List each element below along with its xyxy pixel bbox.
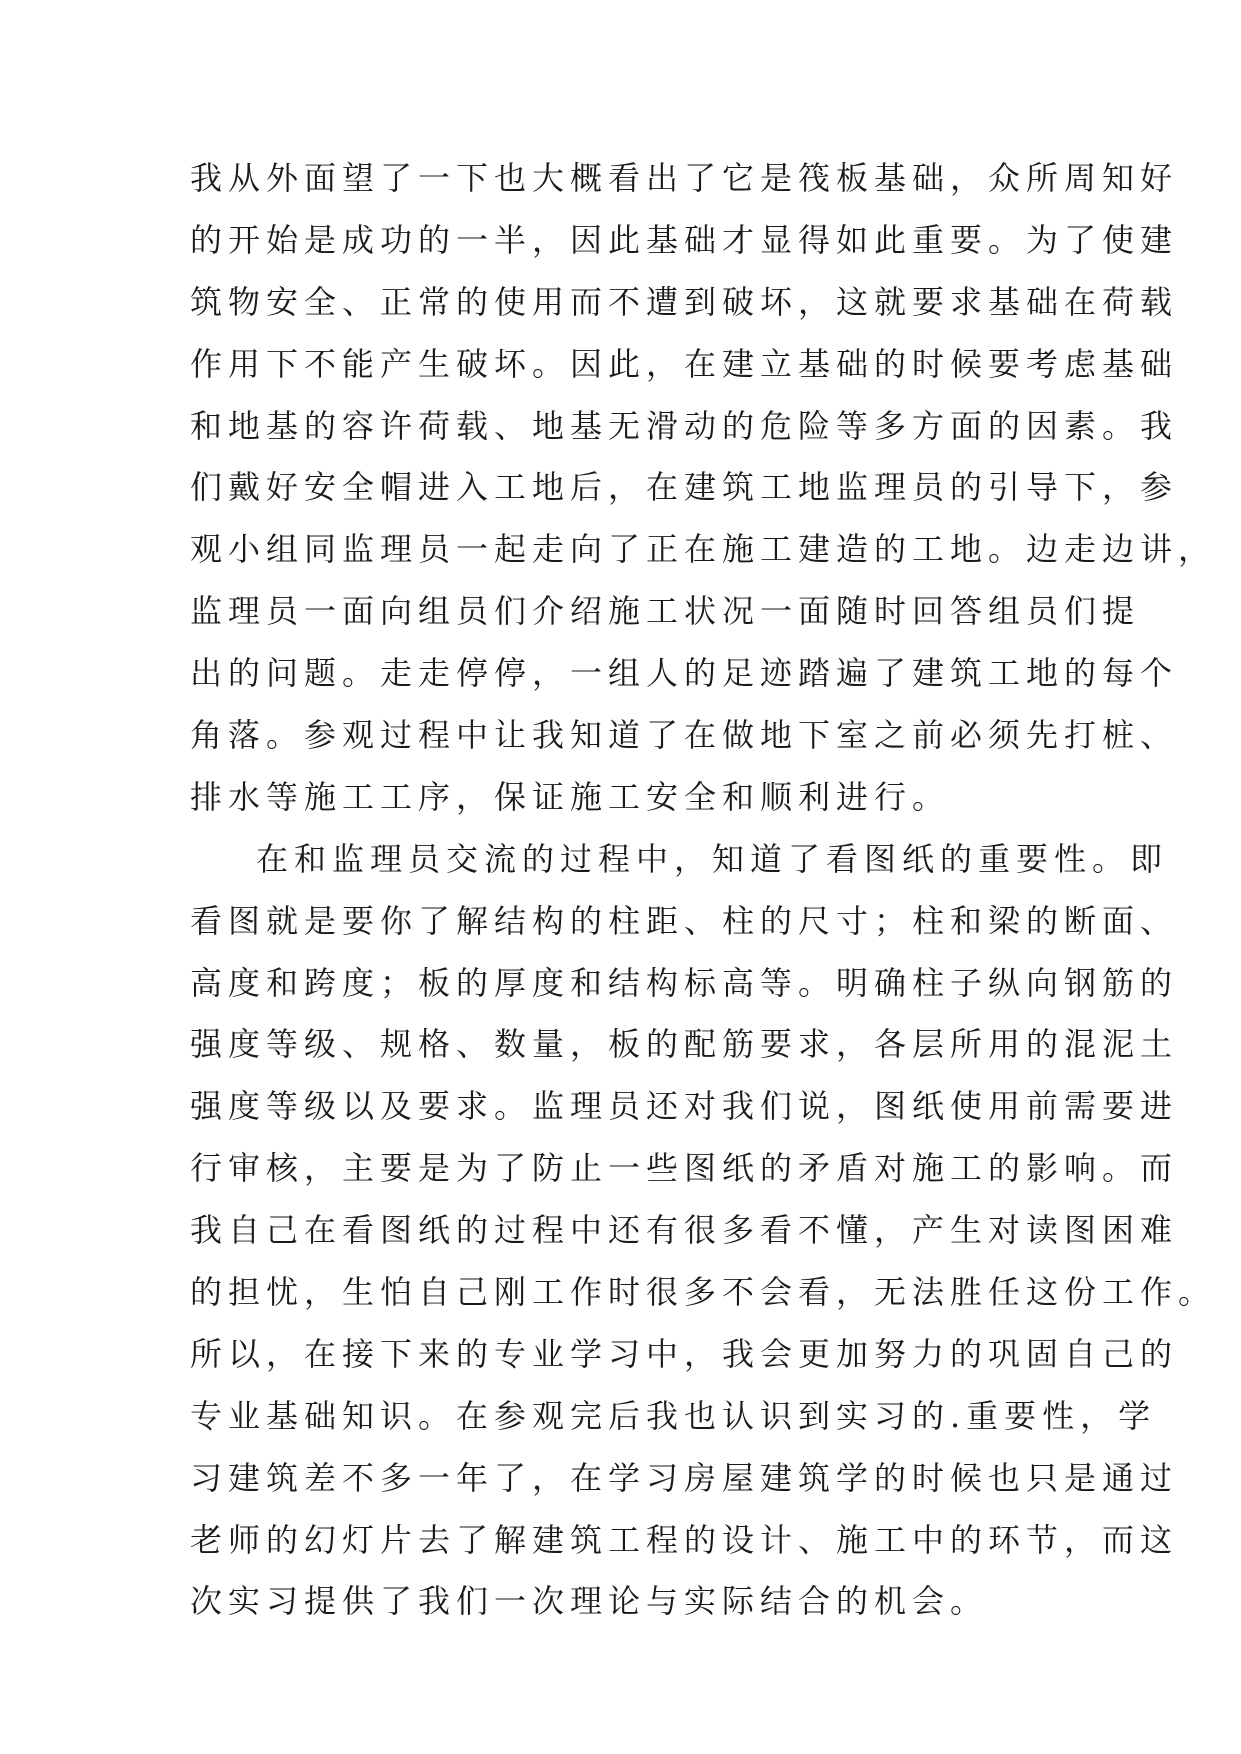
text-line: 观小组同监理员一起走向了正在施工建造的工地。边走边讲， [190,530,1217,569]
paragraph-first-line: 在和监理员交流的过程中，知道了看图纸的重要性。即 [256,839,1169,878]
text-line: 们戴好安全帽进入工地后，在建筑工地监理员的引导下，参 [190,468,1179,507]
text-line: 所以，在接下来的专业学习中，我会更加努力的巩固自己的 [190,1334,1179,1373]
text-line: 习建筑差不多一年了，在学习房屋建筑学的时候也只是通过 [190,1458,1179,1497]
text-line: 高度和跨度；板的厚度和结构标高等。明确柱子纵向钢筋的 [190,963,1179,1002]
text-line: 强度等级以及要求。监理员还对我们说，图纸使用前需要进 [190,1087,1179,1126]
text-line: 监理员一面向组员们介绍施工状况一面随时回答组员们提 [190,592,1141,631]
text-line: 筑物安全、正常的使用而不遭到破坏，这就要求基础在荷载 [190,282,1179,321]
text-line: 专业基础知识。在参观完后我也认识到实习的.重要性，学 [190,1396,1157,1435]
text-line: 出的问题。走走停停，一组人的足迹踏遍了建筑工地的每个 [190,654,1179,693]
text-line: 角落。参观过程中让我知道了在做地下室之前必须先打桩、 [190,716,1179,755]
text-line: 行审核，主要是为了防止一些图纸的矛盾对施工的影响。而 [190,1149,1179,1188]
text-line: 老师的幻灯片去了解建筑工程的设计、施工中的环节，而这 [190,1520,1179,1559]
text-line: 次实习提供了我们一次理论与实际结合的机会。 [190,1582,989,1621]
body-text [190,148,1217,1633]
text-line: 的担忧，生怕自己刚工作时很多不会看，无法胜任这份工作。 [190,1273,1217,1312]
text-line: 我从外面望了一下也大概看出了它是筏板基础，众所周知好 [190,159,1179,197]
text-line: 看图就是要你了解结构的柱距、柱的尺寸；柱和梁的断面、 [190,901,1179,940]
text-line: 的开始是成功的一半，因此基础才显得如此重要。为了使建 [190,220,1179,259]
text-line: 强度等级、规格、数量，板的配筋要求，各层所用的混泥土 [190,1025,1179,1064]
text-line: 我自己在看图纸的过程中还有很多看不懂，产生对读图困难 [190,1211,1179,1250]
text-line: 排水等施工工序，保证施工安全和顺利进行。 [190,777,951,816]
text-line: 作用下不能产生破坏。因此，在建立基础的时候要考虑基础 [190,344,1179,383]
text-line: 和地基的容许荷载、地基无滑动的危险等多方面的因素。我 [190,406,1179,445]
